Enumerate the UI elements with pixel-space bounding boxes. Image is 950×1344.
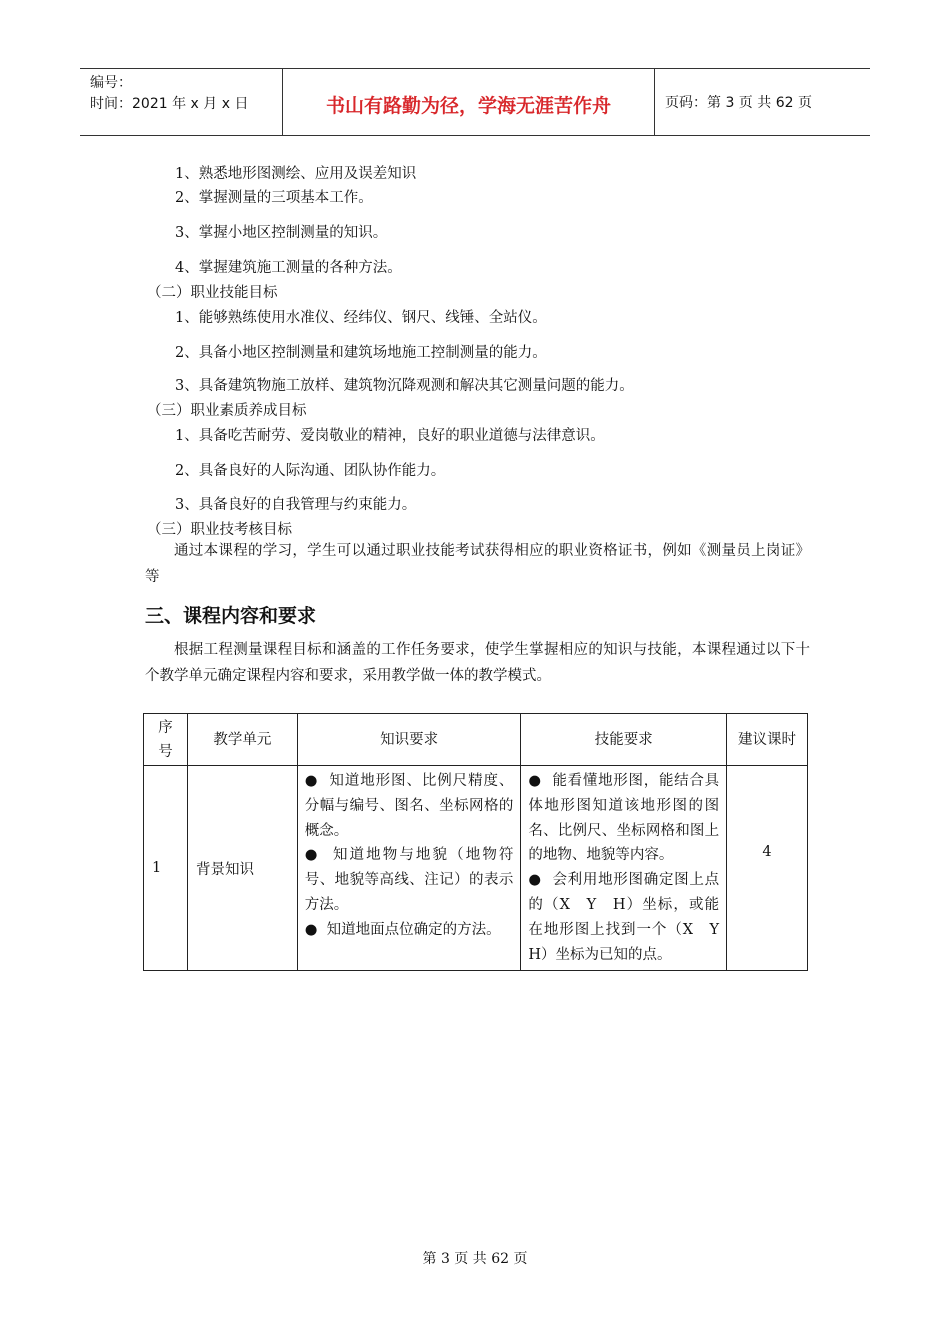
exam-goals-heading: （三）职业技考核目标 bbox=[147, 522, 292, 538]
document-date-label: 时间：2021 年 x 月 x 日 bbox=[90, 96, 249, 112]
skill-item: ● 会利用地形图确定图上点的（X Y H）坐标，或能在地形图上找到一个（X Y H）坐标为已知的点。 bbox=[528, 868, 719, 967]
table-header-row bbox=[144, 714, 808, 766]
knowledge-goal-item: 4、掌握建筑施工测量的各种方法。 bbox=[175, 260, 402, 276]
section-title: 三、课程内容和要求 bbox=[145, 605, 317, 627]
knowledge-item: ● 知道地面点位确定的方法。 bbox=[305, 918, 514, 943]
column-header-skills: 技能要求 bbox=[521, 714, 727, 766]
skill-item: ● 能看懂地形图，能结合具体地形图知道该地形图的图名、比例尺、坐标网格和图上的地物、地貌等内容。 bbox=[528, 769, 719, 868]
header-meta bbox=[80, 69, 282, 135]
table-row bbox=[144, 766, 808, 971]
quality-goals-heading: （三）职业素质养成目标 bbox=[147, 403, 307, 419]
curriculum-table bbox=[143, 713, 808, 971]
skill-goals-heading: （二）职业技能目标 bbox=[147, 285, 278, 301]
skill-goal-item: 2、具备小地区控制测量和建筑场地施工控制测量的能力。 bbox=[175, 345, 547, 361]
column-header-unit: 教学单元 bbox=[187, 714, 297, 766]
column-header-no: 序号 bbox=[144, 714, 188, 766]
skill-goal-item: 1、能够熟练使用水准仪、经纬仪、钢尺、线锤、全站仪。 bbox=[175, 310, 547, 326]
row-hours: 4 bbox=[727, 766, 808, 971]
knowledge-goal-item: 3、掌握小地区控制测量的知识。 bbox=[175, 225, 388, 241]
row-unit: 背景知识 bbox=[187, 766, 297, 971]
row-skills bbox=[521, 766, 734, 971]
knowledge-item: ● 知道地物与地貌（地物符号、地貌等高线、注记）的表示方法。 bbox=[305, 843, 514, 917]
column-header-knowledge: 知识要求 bbox=[297, 714, 521, 766]
skill-goal-item: 3、具备建筑物施工放样、建筑物沉降观测和解决其它测量问题的能力。 bbox=[175, 378, 634, 394]
document-number-label: 编号： bbox=[90, 75, 132, 91]
quality-goal-item: 2、具备良好的人际沟通、团队协作能力。 bbox=[175, 463, 446, 479]
row-number: 1 bbox=[144, 766, 188, 971]
quality-goal-item: 1、具备吃苦耐劳、爱岗敬业的精神，良好的职业道德与法律意识。 bbox=[175, 428, 605, 444]
page-footer: 第 3 页 共 62 页 bbox=[422, 1251, 528, 1267]
exam-goals-paragraph: 通过本课程的学习，学生可以通过职业技能考试获得相应的职业资格证书，例如《测量员上岗证》等 bbox=[145, 543, 810, 585]
knowledge-item: ● 知道地形图、比例尺精度、分幅与编号、图名、坐标网格的概念。 bbox=[305, 769, 514, 843]
header-page-label: 页码：第 3 页 共 62 页 bbox=[665, 95, 812, 111]
knowledge-goal-item: 1、熟悉地形图测绘、应用及误差知识 bbox=[175, 166, 417, 182]
quality-goal-item: 3、具备良好的自我管理与约束能力。 bbox=[175, 497, 417, 513]
intro-paragraph: 根据工程测量课程目标和涵盖的工作任务要求，使学生掌握相应的知识与技能，本课程通过以下十个教学单元确定课程内容和要求，采用教学做一体的教学模式。 bbox=[145, 642, 810, 684]
header-motto: 书山有路勤为径，学海无涯苦作舟 bbox=[282, 69, 655, 135]
knowledge-goal-item: 2、掌握测量的三项基本工作。 bbox=[175, 190, 373, 206]
row-knowledge bbox=[297, 766, 521, 971]
page-header bbox=[80, 68, 870, 136]
column-header-hours: 建议课时 bbox=[727, 714, 808, 766]
